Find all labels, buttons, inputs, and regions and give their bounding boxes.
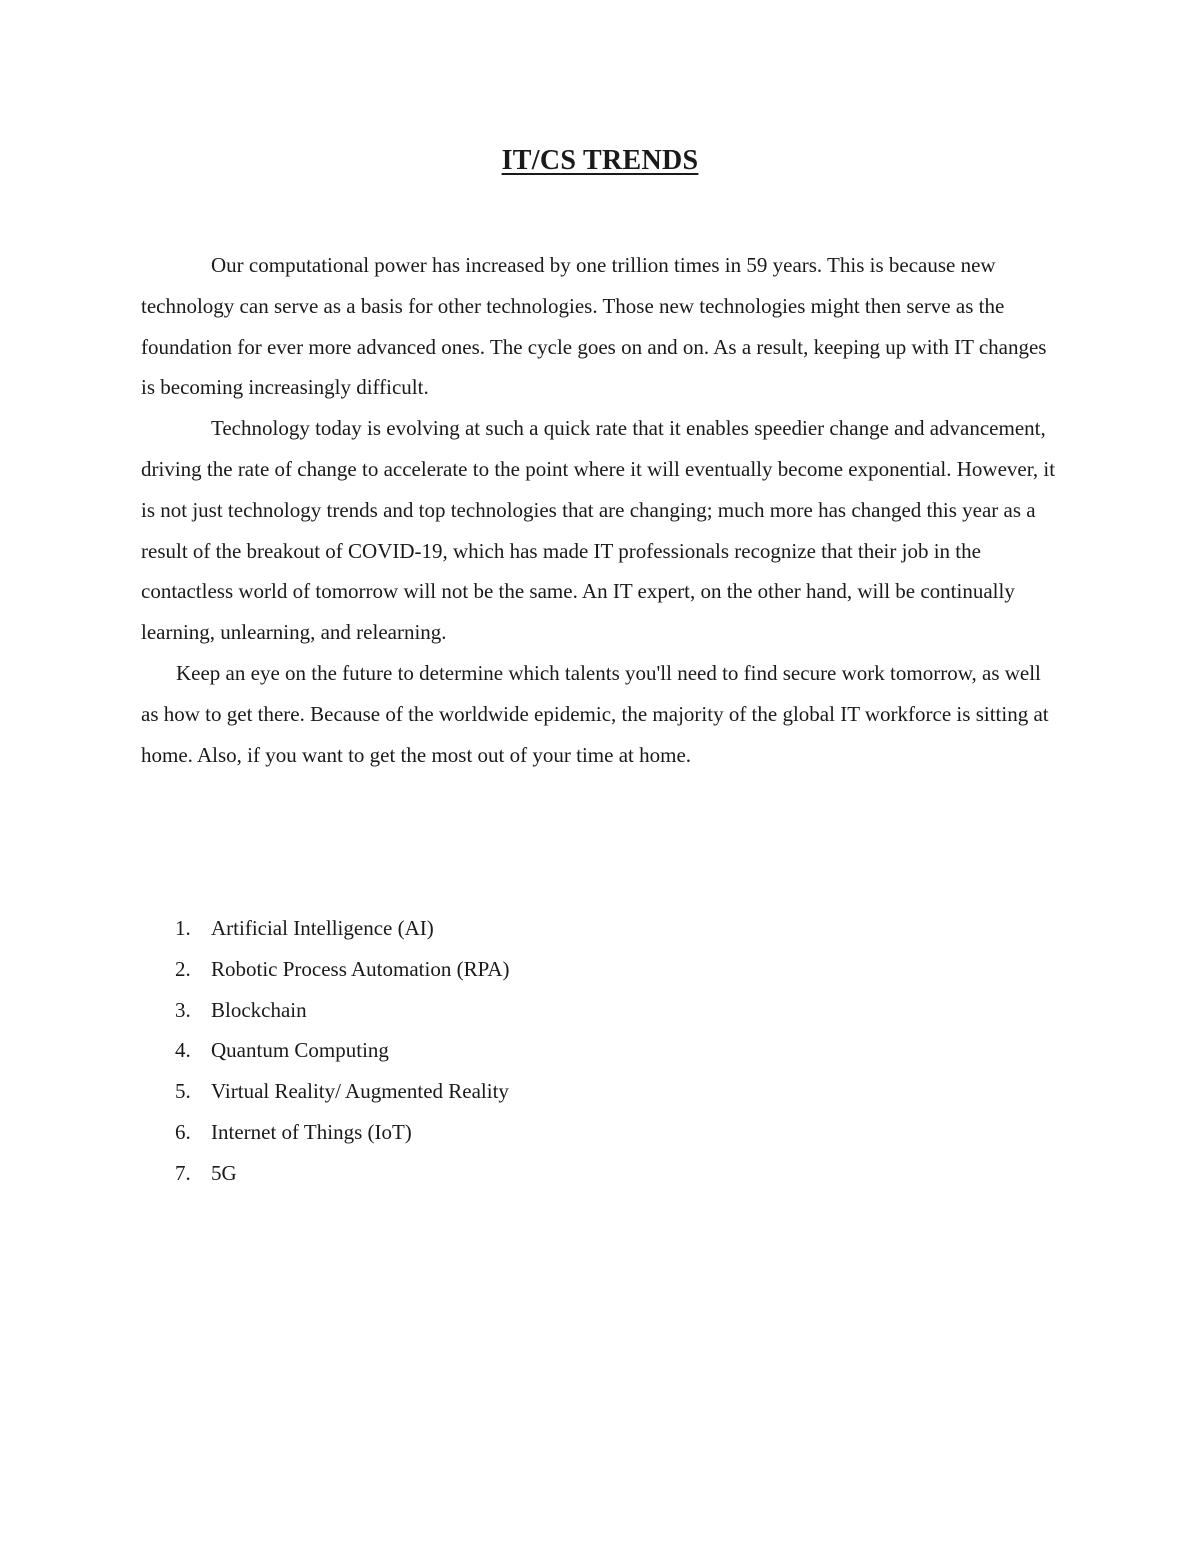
list-item-label: Artificial Intelligence (AI)	[211, 916, 434, 940]
document-title: IT/CS TRENDS	[501, 145, 699, 176]
paragraph-future-talents: Keep an eye on the future to determine which talents you'll need to find secure work tomorrow, as well as how to get there. Because of the worldwide epidemic, the majority of the global IT workforce is sitting at home. Also, if you want to get the most out of your time at home.	[141, 660, 1049, 767]
list-item-number: 6.	[175, 1119, 191, 1144]
list-item	[141, 949, 841, 990]
paragraph-technology-evolving: Technology today is evolving at such a quick rate that it enables speedier change and advancement, driving the rate of change to accelerate to the point where it will eventually become exponential. However, it is not just technology trends and top technologies that are changing; much more has changed this year as a result of the breakout of COVID-19, which has made IT professionals recognize that their job in the contactless world of tomorrow will not be the same. An IT expert, on the other hand, will be continually learning, unlearning, and relearning.	[141, 416, 1056, 645]
list-item-label: 5G	[211, 1160, 237, 1185]
list-item-label: Quantum Computing	[211, 1038, 389, 1063]
list-item-number: 2.	[175, 956, 191, 981]
document-body	[141, 245, 1061, 775]
list-item	[141, 1112, 841, 1153]
list-item-number: 7.	[175, 1160, 191, 1185]
trends-list	[141, 908, 841, 1194]
list-item-number: 3.	[175, 997, 191, 1022]
list-item-label: Blockchain	[211, 997, 307, 1022]
list-item-label: Virtual Reality/ Augmented Reality	[211, 1079, 509, 1104]
list-item-number: 1.	[175, 916, 191, 940]
list-item-label: Internet of Things (IoT)	[211, 1119, 412, 1144]
list-item	[141, 908, 841, 949]
list-item	[141, 990, 841, 1031]
list-item	[141, 1071, 841, 1112]
list-item-label: Robotic Process Automation (RPA)	[211, 956, 510, 981]
list-item	[141, 1153, 841, 1194]
list-item-number: 5.	[175, 1079, 191, 1104]
list-item	[141, 1030, 841, 1071]
list-item-number: 4.	[175, 1038, 191, 1063]
paragraph-computational-power: Our computational power has increased by one trillion times in 59 years. This is because new technology can serve as a basis for other technologies. Those new technologies might then serve as the foundation for ever more advanced ones. The cycle goes on and on. As a result, keeping up with IT changes is becoming increasingly difficult.	[141, 253, 1047, 400]
